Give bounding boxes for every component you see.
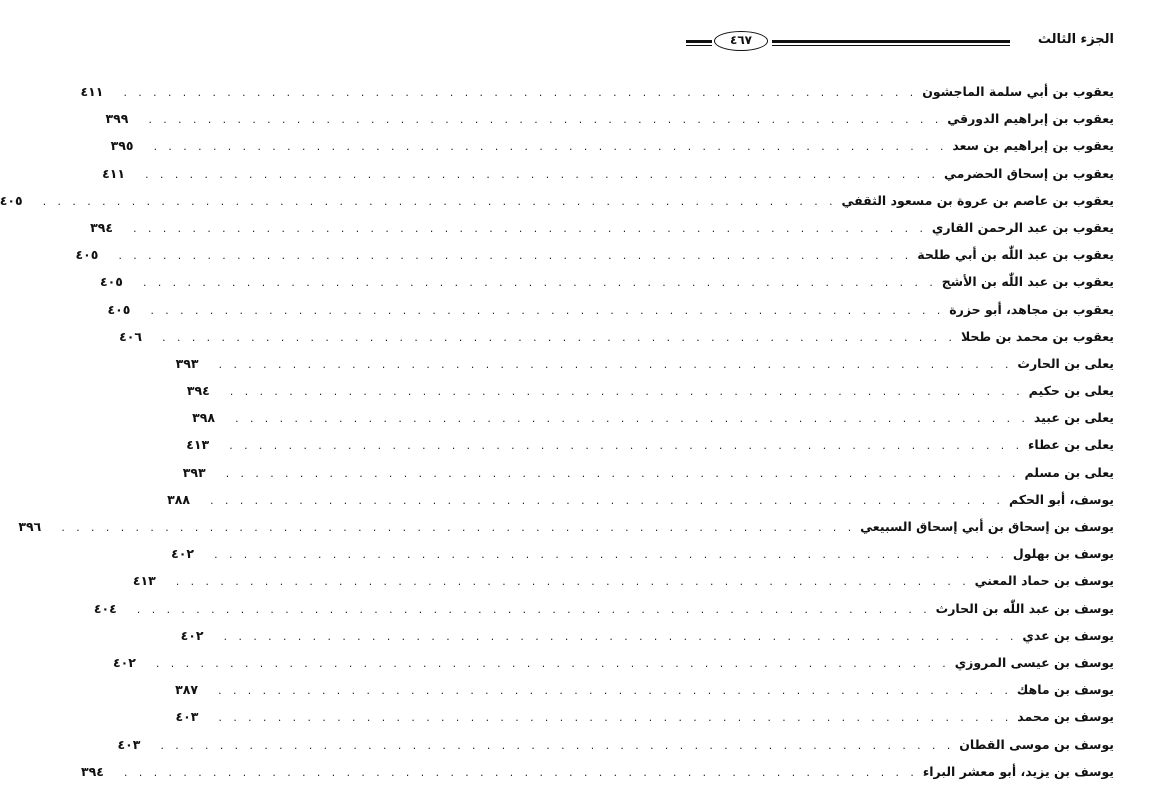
index-entry [93,600,1114,628]
index-entry [167,491,1114,519]
entry-name: يعقوب بن عبد اللّٰه بن أبي طلحة [917,247,1114,263]
dot-leader: . . . . . . . . . . . . . . . . . . . . . . . . . . . . . . . . . . . . . . . . . . . . . . . . . . . . . . [142,279,936,290]
dot-leader: . . . . . . . . . . . . . . . . . . . . . . . . . . . . . . . . . . . . . . . . . . . . . . . . . . . . . . [144,170,938,181]
entry-page-number: ٣٩٤ [186,383,210,399]
entry-page-number: ٣٩٤ [90,219,114,235]
index-list [0,84,1114,791]
entry-page-number: ٤٠٢ [180,627,204,643]
entry-name: يعلى بن عبيد [1033,410,1114,426]
entry-name: يعلى بن عطاء [1028,437,1114,453]
entry-name: يوسف بن ماهك [1016,682,1114,698]
dot-leader: . . . . . . . . . . . . . . . . . . . . . . . . . . . . . . . . . . . . . . . . . . . . . . . . . . . . . . [41,197,836,208]
entry-name: يوسف بن عيسى المروزي [954,654,1114,670]
entry-name: يعقوب بن مجاهد، أبو حزرة [949,301,1114,317]
index-entry [180,627,1114,655]
entry-page-number: ٤٠٢ [171,546,195,562]
dot-leader: . . . . . . . . . . . . . . . . . . . . . . . . . . . . . . . . . . . . . . . . . . . . . . . . . . . . . . [149,306,944,317]
index-entry [119,328,1114,356]
dot-leader: . . . . . . . . . . . . . . . . . . . . . . . . . . . . . . . . . . . . . . . . . . . . . . . . . . . . . . [228,442,1023,453]
header-rule-right [772,40,1010,46]
entry-name: يوسف بن موسى القطان [959,736,1114,752]
index-entry [80,84,1114,111]
index-entry [81,763,1114,791]
index-entry [186,437,1114,464]
dot-leader: . . . . . . . . . . . . . . . . . . . . . . . . . . . . . . . . . . . . . . . . . . . . . . . . . . . . . . [222,632,1017,643]
index-entry [90,219,1114,247]
entry-name: يوسف بن عدي [1022,627,1114,643]
page-number: ٤٦٧ [730,33,752,47]
entry-name: يوسف بن عبد اللّٰه بن الحارث [935,600,1114,616]
index-entry [107,301,1114,329]
index-entry [117,736,1114,764]
dot-leader: . . . . . . . . . . . . . . . . . . . . . . . . . . . . . . . . . . . . . . . . . . . . . . . . . . . . . . [60,524,855,534]
index-entry [175,709,1114,736]
index-entry [105,111,1114,138]
page-header [686,30,1114,60]
index-entry [192,410,1114,437]
entry-page-number: ٤٠٢ [112,654,136,670]
dot-leader: . . . . . . . . . . . . . . . . . . . . . . . . . . . . . . . . . . . . . . . . . . . . . . . . . . . . . . [213,551,1007,562]
entry-name: يعلى بن حكيم [1028,383,1114,399]
index-entry [175,355,1114,383]
index-entry [110,138,1114,165]
entry-name: يعقوب بن إبراهيم بن سعد [952,138,1114,154]
entry-page-number: ٣٩٣ [182,464,206,480]
entry-page-number: ٤٠٥ [0,192,23,208]
entry-name: يوسف بن محمد [1017,709,1114,725]
dot-leader: . . . . . . . . . . . . . . . . . . . . . . . . . . . . . . . . . . . . . . . . . . . . . . . . . . . . . . [217,360,1012,371]
entry-page-number: ٤٠٤ [93,600,117,616]
entry-name: يعقوب بن محمد بن طحلا [960,328,1114,344]
dot-leader: . . . . . . . . . . . . . . . . . . . . . . . . . . . . . . . . . . . . . . . . . . . . . . . . . . . . . . [228,388,1023,399]
header-rule-thin [686,45,712,46]
entry-page-number: ٤٠٦ [119,328,143,344]
entry-name: يعقوب بن عبد الرحمن القاري [931,219,1114,235]
entry-page-number: ٣٨٧ [175,682,198,698]
index-entry [186,383,1114,410]
dot-leader: . . . . . . . . . . . . . . . . . . . . . . . . . . . . . . . . . . . . . . . . . . . . . . . . . . . . . . [161,333,955,344]
index-entry [100,274,1114,301]
entry-name: يوسف بن إسحاق بن أبي إسحاق السبيعي [860,519,1114,534]
entry-name: يعقوب بن عبد اللّٰه بن الأشج [941,274,1114,290]
dot-leader: . . . . . . . . . . . . . . . . . . . . . . . . . . . . . . . . . . . . . . . . . . . . . . . . . . . . . . [152,143,947,154]
index-entry [102,165,1114,193]
header-rule-thick [686,40,712,43]
dot-leader: . . . . . . . . . . . . . . . . . . . . . . . . . . . . . . . . . . . . . . . . . . . . . . . . . . . . . . [224,469,1019,480]
entry-name: يوسف بن بهلول [1012,546,1114,562]
entry-page-number: ٤١١ [80,84,104,99]
entry-name: يعقوب بن أبي سلمة الماجشون [922,84,1114,99]
entry-page-number: ٤٠٣ [117,736,141,752]
index-entry [182,464,1114,492]
entry-page-number: ٤١١ [102,165,126,181]
dot-leader: . . . . . . . . . . . . . . . . . . . . . . . . . . . . . . . . . . . . . . . . . . . . . . . . . . . . . . [209,496,1003,507]
index-entry [75,247,1114,274]
dot-leader: . . . . . . . . . . . . . . . . . . . . . . . . . . . . . . . . . . . . . . . . . . . . . . . . . . . . . . [123,768,917,779]
dot-leader: . . . . . . . . . . . . . . . . . . . . . . . . . . . . . . . . . . . . . . . . . . . . . . . . . . . . . . [132,224,926,235]
dot-leader: . . . . . . . . . . . . . . . . . . . . . . . . . . . . . . . . . . . . . . . . . . . . . . . . . . . . . . [122,89,917,99]
dot-leader: . . . . . . . . . . . . . . . . . . . . . . . . . . . . . . . . . . . . . . . . . . . . . . . . . . . . . . [217,714,1012,725]
header-rule-left [686,40,712,46]
header-rule-thick [772,40,1010,43]
index-entry [132,573,1114,600]
index-entry [18,519,1114,546]
entry-name: يعقوب بن عاصم بن عروة بن مسعود الثقفي [841,192,1114,208]
entry-page-number: ٣٨٨ [167,491,191,507]
entry-page-number: ٣٩٥ [110,138,134,154]
dot-leader: . . . . . . . . . . . . . . . . . . . . . . . . . . . . . . . . . . . . . . . . . . . . . . . . . . . . . . [154,659,949,670]
dot-leader: . . . . . . . . . . . . . . . . . . . . . . . . . . . . . . . . . . . . . . . . . . . . . . . . . . . . . . [217,687,1011,698]
dot-leader: . . . . . . . . . . . . . . . . . . . . . . . . . . . . . . . . . . . . . . . . . . . . . . . . . . . . . . [135,605,930,616]
entry-page-number: ٤٠٥ [100,274,123,290]
entry-name: يعقوب بن إبراهيم الدورقي [947,111,1114,127]
entry-page-number: ٤٠٣ [175,709,199,725]
dot-leader: . . . . . . . . . . . . . . . . . . . . . . . . . . . . . . . . . . . . . . . . . . . . . . . . . . . . . . [174,578,969,589]
entry-name: يوسف بن حماد المعني [974,573,1114,589]
entry-name: يوسف بن يزيد، أبو معشر البراء [922,763,1114,779]
index-entry [112,654,1114,682]
index-entry [0,192,1114,220]
running-head-title: الجزء الثالث [1037,32,1114,47]
page-number-badge [714,31,768,51]
entry-page-number: ٣٩٣ [175,355,199,371]
entry-name: يعقوب بن إسحاق الحضرمي [943,165,1114,181]
dot-leader: . . . . . . . . . . . . . . . . . . . . . . . . . . . . . . . . . . . . . . . . . . . . . . . . . . . . . . [147,116,942,127]
entry-name: يعلى بن مسلم [1024,464,1114,480]
dot-leader: . . . . . . . . . . . . . . . . . . . . . . . . . . . . . . . . . . . . . . . . . . . . . . . . . . . . . . [159,741,954,752]
entry-page-number: ٣٩٨ [192,410,215,426]
entry-page-number: ٤١٣ [186,437,210,453]
dot-leader: . . . . . . . . . . . . . . . . . . . . . . . . . . . . . . . . . . . . . . . . . . . . . . . . . . . . . . [234,415,1028,426]
header-rule-thin [772,45,1010,46]
entry-page-number: ٣٩٦ [18,519,42,534]
entry-name: يوسف، أبو الحكم [1008,491,1114,507]
entry-page-number: ٣٩٤ [81,763,104,779]
entry-page-number: ٤١٣ [132,573,156,589]
entry-page-number: ٣٩٩ [105,111,129,127]
dot-leader: . . . . . . . . . . . . . . . . . . . . . . . . . . . . . . . . . . . . . . . . . . . . . . . . . . . . . . [117,252,912,263]
index-entry [171,546,1114,573]
entry-page-number: ٤٠٥ [107,301,131,317]
index-entry [175,682,1114,709]
entry-name: يعلى بن الحارث [1017,355,1114,371]
entry-page-number: ٤٠٥ [75,247,99,263]
